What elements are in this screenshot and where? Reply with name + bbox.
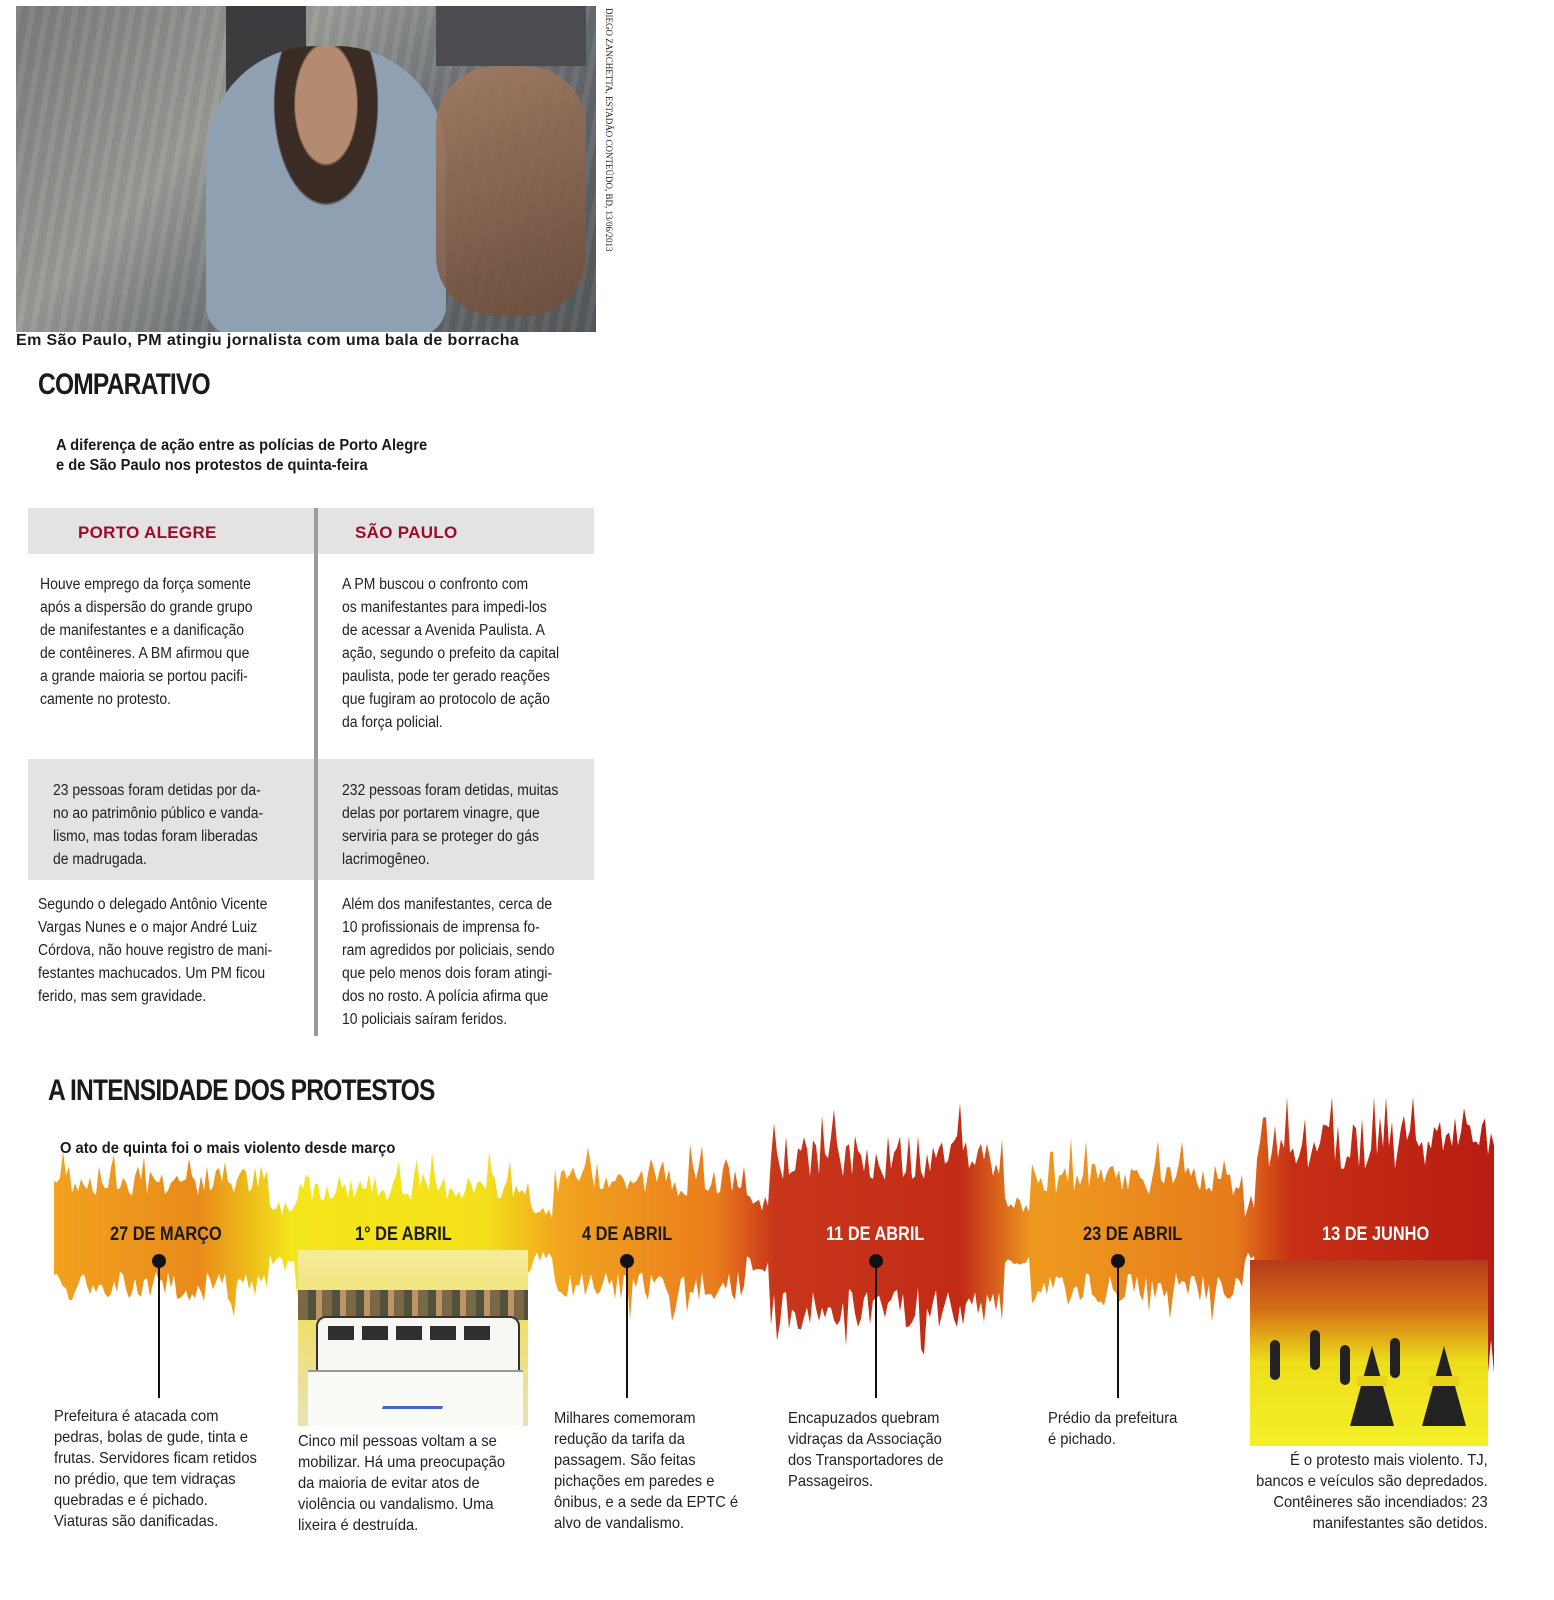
- photo-caption: Em São Paulo, PM atingiu jornalista com uma bala de borracha: [16, 332, 520, 349]
- event-date-4-abril: 4 DE ABRIL: [582, 1224, 673, 1245]
- intensidade-subtitle: O ato de quinta foi o mais violento desde março: [60, 1140, 396, 1157]
- cell-line: camente no protesto.: [40, 691, 172, 708]
- cell-line: de madrugada.: [53, 851, 147, 868]
- desc-line: bancos e veículos são depredados.: [1256, 1473, 1488, 1490]
- desc-line: Encapuzados quebram: [788, 1410, 940, 1427]
- photo-helping-hands: [436, 66, 586, 316]
- news-photo: [16, 6, 596, 332]
- desc-line: Passageiros.: [788, 1473, 874, 1490]
- event-date-23-abril: 23 DE ABRIL: [1083, 1224, 1183, 1245]
- cell-line: de acessar a Avenida Paulista. A: [342, 622, 545, 639]
- event-description-27-marco: [54, 1406, 257, 1532]
- photo-banner-wave: [382, 1376, 454, 1409]
- desc-line: Milhares comemoram: [554, 1410, 696, 1427]
- timeline-stem: [1117, 1262, 1119, 1398]
- column-header-porto-alegre: PORTO ALEGRE: [78, 523, 217, 542]
- desc-line: lixeira é destruída.: [298, 1517, 419, 1534]
- table-cell-sao-paulo: [342, 779, 558, 871]
- table-cell-porto-alegre: [38, 893, 272, 1008]
- event-description-1-abril: [298, 1431, 505, 1536]
- cell-line: 232 pessoas foram detidas, muitas: [342, 782, 559, 799]
- timeline-stem: [875, 1262, 877, 1398]
- cell-line: festantes machucados. Um PM ficou: [38, 965, 266, 982]
- cell-line: dos no rosto. A polícia afirma que: [342, 988, 549, 1005]
- comparativo-title: COMPARATIVO: [38, 368, 210, 401]
- cell-line: ram agredidos por policiais, sendo: [342, 942, 555, 959]
- cell-line: delas por portarem vinagre, que: [342, 805, 540, 822]
- cell-line: lismo, mas todas foram liberadas: [53, 828, 258, 845]
- cell-line: no ao patrimônio público e vanda-: [53, 805, 264, 822]
- desc-line: Cinco mil pessoas voltam a se: [298, 1433, 497, 1450]
- desc-line: ônibus, e a sede da EPTC é: [554, 1494, 739, 1511]
- cell-line: a grande maioria se portou pacifi-: [40, 668, 248, 685]
- cell-line: 10 policiais saíram feridos.: [342, 1011, 508, 1028]
- desc-line: é pichado.: [1048, 1431, 1116, 1448]
- cell-line: Córdova, não houve registro de mani-: [38, 942, 273, 959]
- table-divider: [314, 508, 318, 1036]
- cell-line: A PM buscou o confronto com: [342, 576, 529, 593]
- event-date-13-junho: 13 DE JUNHO: [1322, 1224, 1430, 1245]
- cell-line: ação, segundo o prefeito da capital: [342, 645, 560, 662]
- desc-line: Prefeitura é atacada com: [54, 1408, 219, 1425]
- event-date-11-abril: 11 DE ABRIL: [826, 1224, 925, 1245]
- desc-line: no prédio, que tem vidraças: [54, 1471, 236, 1488]
- desc-line: pichações em paredes e: [554, 1473, 715, 1490]
- table-cell-sao-paulo: [342, 573, 559, 734]
- desc-line: pedras, bolas de gude, tinta e: [54, 1429, 248, 1446]
- table-cell-porto-alegre: [53, 779, 263, 871]
- event-description-13-junho: [1256, 1450, 1488, 1534]
- desc-line: Viaturas são danificadas.: [54, 1513, 219, 1530]
- cell-line: paulista, pode ter gerado reações: [342, 668, 550, 685]
- desc-line: alvo de vandalismo.: [554, 1515, 685, 1532]
- photo-1-abril-protest: [298, 1250, 528, 1426]
- desc-line: mobilizar. Há uma preocupação: [298, 1454, 506, 1471]
- cell-line: os manifestantes para impedi-los: [342, 599, 547, 616]
- desc-line: redução da tarifa da: [554, 1431, 685, 1448]
- event-description-23-abril: [1048, 1408, 1177, 1450]
- cell-line: após a dispersão do grande grupo: [40, 599, 253, 616]
- comparativo-subtitle-line: e de São Paulo nos protestos de quinta-feira: [56, 457, 368, 474]
- desc-line: quebradas e é pichado.: [54, 1492, 208, 1509]
- desc-line: da maioria de evitar atos de: [298, 1475, 480, 1492]
- intensidade-title: A INTENSIDADE DOS PROTESTOS: [48, 1074, 435, 1107]
- comparativo-subtitle: [56, 436, 479, 476]
- desc-line: passagem. São feitas: [554, 1452, 696, 1469]
- comparativo-subtitle-line: A diferença de ação entre as polícias de Porto Alegre: [56, 437, 428, 454]
- cell-line: Além dos manifestantes, cerca de: [342, 896, 553, 913]
- column-header-sao-paulo: SÃO PAULO: [355, 523, 458, 542]
- event-date-1-abril: 1° DE ABRIL: [355, 1224, 452, 1245]
- cell-line: Vargas Nunes e o major André Luiz: [38, 919, 258, 936]
- cell-line: ferido, mas sem gravidade.: [38, 988, 207, 1005]
- cell-line: de contêineres. A BM afirmou que: [40, 645, 250, 662]
- desc-line: dos Transportadores de: [788, 1452, 944, 1469]
- desc-line: violência ou vandalismo. Uma: [298, 1496, 494, 1513]
- cell-line: serviria para se proteger do gás: [342, 828, 539, 845]
- cell-line: da força policial.: [342, 714, 443, 731]
- desc-line: vidraças da Associação: [788, 1431, 942, 1448]
- photo-journalist: [206, 46, 446, 332]
- event-description-11-abril: [788, 1408, 943, 1492]
- table-cell-porto-alegre: [40, 573, 253, 711]
- desc-line: manifestantes são detidos.: [1312, 1515, 1488, 1532]
- table-cell-sao-paulo: [342, 893, 554, 1031]
- cell-line: 23 pessoas foram detidas por da-: [53, 782, 261, 799]
- photo-bystander-body: [436, 6, 586, 66]
- photo-credit: DIEGO ZANCHETTA, ESTADÃO CONTEÚDO, BD, 13/06/2013: [604, 8, 614, 252]
- cell-line: 10 profissionais de imprensa fo-: [342, 919, 540, 936]
- cell-line: que fugiram ao protocolo de ação: [342, 691, 550, 708]
- cell-line: Segundo o delegado Antônio Vicente: [38, 896, 268, 913]
- cell-line: Houve emprego da força somente: [40, 576, 251, 593]
- cell-line: de manifestantes e a danificação: [40, 622, 244, 639]
- cell-line: lacrimogêneo.: [342, 851, 430, 868]
- event-date-27-marco: 27 DE MARÇO: [110, 1224, 222, 1245]
- cell-line: que pelo menos dois foram atingi-: [342, 965, 553, 982]
- desc-line: Prédio da prefeitura: [1048, 1410, 1178, 1427]
- event-description-4-abril: [554, 1408, 738, 1534]
- timeline-stem: [158, 1262, 160, 1398]
- photo-13-junho-protest: [1250, 1260, 1488, 1446]
- timeline-stem: [626, 1262, 628, 1398]
- desc-line: frutas. Servidores ficam retidos: [54, 1450, 257, 1467]
- comparison-table: [28, 508, 594, 1036]
- desc-line: Contêineres são incendiados: 23: [1273, 1494, 1488, 1511]
- desc-line: É o protesto mais violento. TJ,: [1290, 1452, 1488, 1469]
